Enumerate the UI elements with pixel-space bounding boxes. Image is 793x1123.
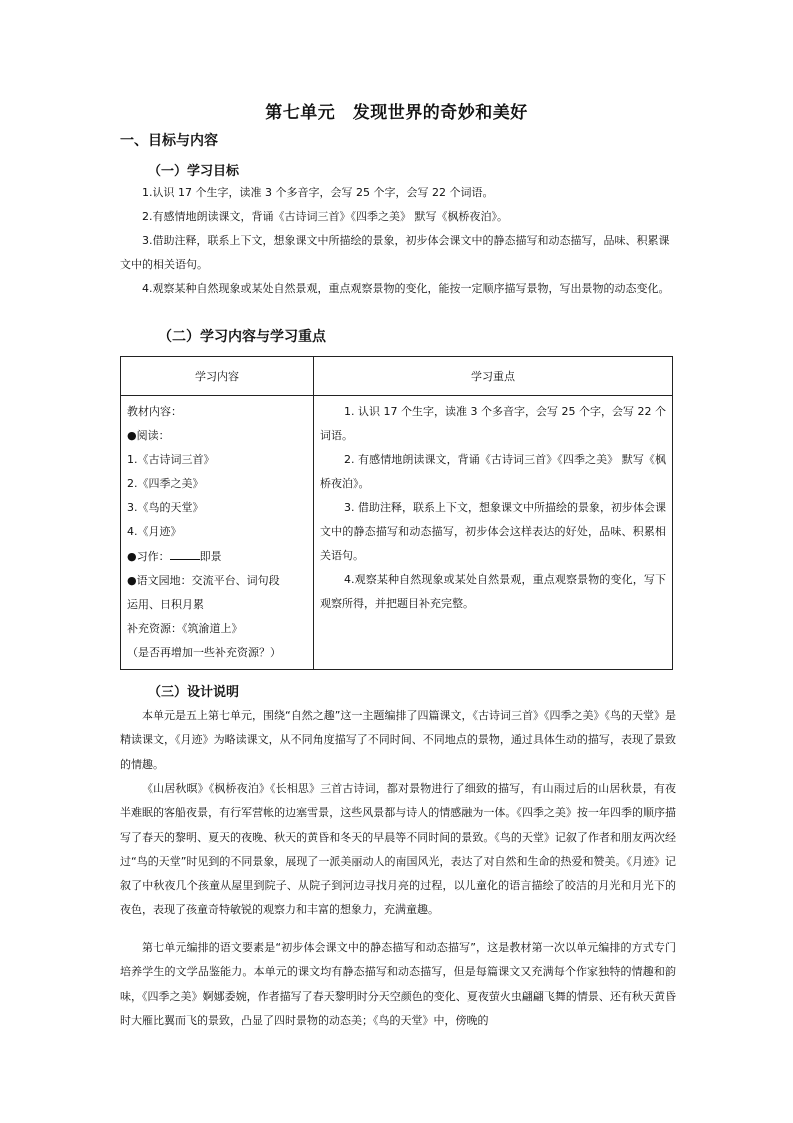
table-header-focus: 学习重点 xyxy=(314,357,673,396)
goal-item-4: 4.观察某种自然现象或某处自然景观，重点观察景物的变化，能按一定顺序描写景物，写出景物的动态变化。 xyxy=(142,282,670,295)
content-line: 补充资源：《筑渝道上》 xyxy=(127,621,243,635)
focus-item-4: 4.观察某种自然现象或某处自然景观，重点观察景物的变化，写下观察所得，并把题目补充完整。 xyxy=(320,573,666,610)
content-cell xyxy=(121,396,314,670)
design-paragraph-3: 第七单元编排的语文要素是“初步体会课文中的静态描写和动态描写”，这是教材第一次以单元编排的方式专门培养学生的文学品鉴能力。本单元的课文均有静态描写和动态描写，但是每篇课文又充满每个作家独特的情趣和韵味，《四季之美》婀娜委婉，作者描写了春天黎明时分天空颜色的变化、夏夜萤火虫翩翩飞舞的情景、还有秋天黄昏时大雁比翼而飞的景致，凸显了四时景物的动态美；《鸟的天堂》中，傍晚的 xyxy=(120,941,676,1027)
subheading-design-notes: （三）设计说明 xyxy=(148,685,240,700)
blank-underline xyxy=(170,548,200,560)
goal-item-3: 3.借助注释，联系上下文，想象课文中所描绘的景象，初步体会课文中的静态描写和动态描写，品味、积累课文中的相关语句。 xyxy=(120,234,670,271)
content-focus-table xyxy=(120,356,673,670)
subheading-learning-goals: （一）学习目标 xyxy=(148,164,240,179)
table-header-row xyxy=(121,357,673,396)
goal-item-1: 1.认识 17 个生字，读准 3 个多音字，会写 25 个字，会写 22 个词语。 xyxy=(142,186,494,199)
table-header-content: 学习内容 xyxy=(121,357,314,396)
content-line: 3.《鸟的天堂》 xyxy=(127,501,204,515)
design-paragraph-1: 本单元是五上第七单元，围绕“自然之趣”这一主题编排了四篇课文，《古诗词三首》《四季之美》《鸟的天堂》是精读课文，《月迹》为略读课文，从不同角度描写了不同时间、不同地点的景物，通过具体生动的描写，表现了景致的情趣。 xyxy=(120,709,676,771)
content-line: 1.《古诗词三首》 xyxy=(127,453,215,467)
goal-item-2: 2.有感情地朗读课文，背诵《古诗词三首》《四季之美》 默写《枫桥夜泊》。 xyxy=(142,210,508,223)
content-line: 2.《四季之美》 xyxy=(127,477,204,491)
content-line: 教材内容： xyxy=(127,405,182,418)
focus-item-3: 3. 借助注释，联系上下文，想象课文中所描绘的景象，初步体会课文中的静态描写和动态描写，初步体会这样表达的好处，品味、积累相关语句。 xyxy=(320,501,666,562)
content-line: （是否再增加一些补充资源？） xyxy=(127,645,281,659)
content-line: ●语文园地：交流平台、词句段 xyxy=(127,573,280,587)
page-title: 第七单元 发现世界的奇妙和美好 xyxy=(265,103,528,123)
content-line: 4.《月迹》 xyxy=(127,525,182,539)
content-line: 运用、日积月累 xyxy=(127,597,204,611)
section-heading-goals-content: 一、目标与内容 xyxy=(120,133,218,149)
focus-item-1: 1. 认识 17 个生字，读准 3 个多音字，会写 25 个字，会写 22 个词语。 xyxy=(320,405,666,442)
subheading-content-and-focus: （二）学习内容与学习重点 xyxy=(158,329,326,345)
content-line-writing: ●习作： 即景 xyxy=(127,549,222,563)
focus-cell xyxy=(314,396,673,670)
design-paragraph-2: 《山居秋暝》《枫桥夜泊》《长相思》三首古诗词，都对景物进行了细致的描写，有山雨过后的山居秋景，有夜半难眠的客船夜景，有行军营帐的边塞雪景，这些风景都与诗人的情感融为一体。《四季之美》按一年四季的顺序描写了春天的黎明、夏天的夜晚、秋天的黄昏和冬天的早晨等不同时间的景致。《鸟的天堂》记叙了作者和朋友两次经过“鸟的天堂”时见到的不同景象，展现了一派美丽动人的南国风光，表达了对自然和生命的热爱和赞美。《月迹》记叙了中秋夜几个孩童从屋里到院子、从院子到河边寻找月亮的过程，以儿童化的语言描绘了皎洁的月光和月光下的夜色，表现了孩童奇特敏锐的观察力和丰富的想象力，充满童趣。 xyxy=(120,782,676,917)
table-row xyxy=(121,396,673,670)
focus-item-2: 2. 有感情地朗读课文，背诵《古诗词三首》《四季之美》 默写《枫桥夜泊》。 xyxy=(320,453,666,490)
content-line: ●阅读： xyxy=(127,429,170,443)
